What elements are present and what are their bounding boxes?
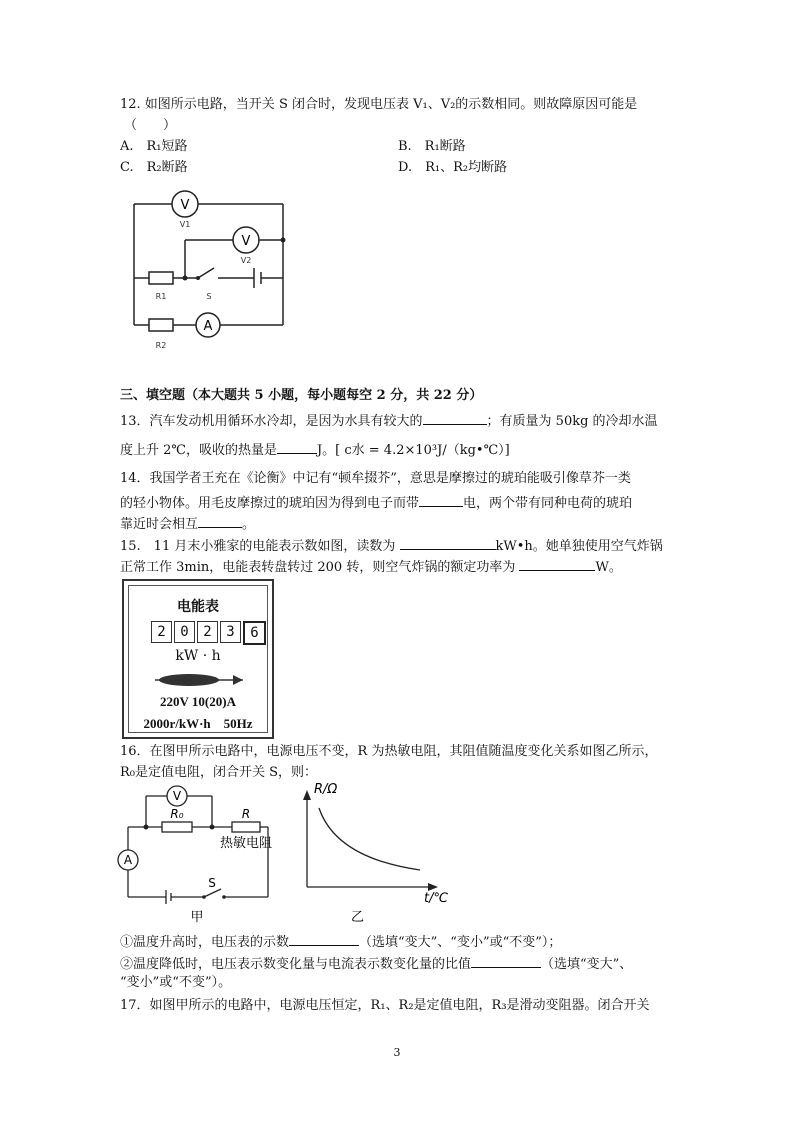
q14-text-a: 的轻小物体。用毛皮摩擦过的琥珀因为得到电子而带	[120, 496, 420, 511]
fig-a-r0-label: R₀	[170, 807, 184, 821]
q16-blank-1[interactable]	[289, 931, 359, 946]
r2-label: R2	[155, 341, 167, 350]
q16-blank-2[interactable]	[471, 953, 541, 968]
resistance-curve	[319, 808, 420, 870]
q14-text-d: 。	[242, 517, 256, 532]
meter-spec-1: 220V 10(20)A	[160, 694, 236, 709]
q15-text-a: 15. 11 月末小雅家的电能表示数如图，读数为	[120, 539, 396, 554]
s-label: S	[206, 292, 212, 301]
q12-option-c: C. R₂断路	[120, 160, 188, 175]
q16-sub1-text-b: （选填“变大”、“变小”或“不变”）；	[359, 935, 562, 950]
fig-a-thermistor-label: 热敏电阻	[219, 836, 273, 851]
q12-option-b: B. R₁断路	[398, 139, 466, 154]
v2-symbol-label: V	[241, 234, 251, 249]
q13-text-a: 13．汽车发动机用循环水冷却，是因为水具有较大的	[120, 414, 423, 429]
meter-digit: 0	[174, 621, 195, 643]
q14-text-b: 电，两个带有同种电荷的琥珀	[463, 496, 633, 511]
q13-text-c: 度上升 2℃，吸收的热量是	[120, 443, 277, 458]
q12-answer-paren: （ ）	[124, 118, 177, 133]
y-axis-arrow-icon	[303, 790, 311, 800]
section-heading: 三、填空题（本大题共 5 小题，每小题每空 2 分，共 22 分）	[120, 388, 483, 403]
meter-digit: 3	[220, 621, 241, 643]
q12-option-a: A. R₁短路	[120, 139, 188, 154]
fig-a-v-label: V	[172, 789, 182, 803]
q12-stem: 12. 如图所示电路，当开关 S 闭合时，发现电压表 V₁、V₂的示数相同。则故障原因可能是	[120, 97, 638, 112]
q16-sub2-text-b: （选填“变大”、	[541, 957, 633, 972]
v1-label: V1	[179, 220, 191, 229]
q15-text-d: W。	[595, 560, 622, 575]
fig-b-y-label: R/Ω	[314, 782, 338, 797]
q13-text-d: J。[ c水 = 4.2×10³J/（kg•℃）]	[316, 443, 510, 458]
page-number: 3	[393, 1046, 401, 1059]
q14-text-c: 靠近时会相互	[120, 517, 199, 532]
meter-digit-decimal: 6	[243, 621, 266, 645]
meter-unit: kW · h	[175, 648, 221, 664]
fig-a-caption: 甲	[190, 910, 204, 925]
meter-digit: 2	[197, 621, 218, 643]
q16-sub2	[120, 953, 632, 974]
q17-line1: 17．如图甲所示的电路中，电源电压恒定，R₁、R₂是定值电阻，R₃是滑动变阻器。闭合开关	[120, 998, 650, 1013]
q14-line1: 14．我国学者王充在《论衡》中记有“顿牟掇芥”，意思是摩擦过的琥珀能吸引像草芥一类	[120, 471, 631, 486]
q12-option-d: D. R₁、R₂均断路	[398, 160, 508, 175]
ammeter-symbol-label: A	[203, 319, 213, 334]
q15-text-c: 正常工作 3min，电能表转盘转过 200 转，则空气炸锅的额定功率为	[120, 560, 516, 575]
q16-sub2-cont: “变小”或“不变”）。	[120, 975, 232, 990]
q16-sub1	[120, 931, 561, 952]
fig-a-r-label: R	[241, 807, 251, 821]
x-axis-arrow-icon	[428, 883, 438, 891]
q15-text-b: kW•h。她单独使用空气炸锅	[495, 539, 663, 554]
meter-digit: 2	[151, 621, 172, 643]
fig-a-a-label: A	[123, 853, 133, 867]
meter-title: 电能表	[177, 599, 219, 615]
v1-symbol-label: V	[180, 198, 190, 213]
meter-spec-2: 2000r/kW·h 50Hz	[143, 716, 253, 731]
v2-label: V2	[240, 256, 252, 265]
fig-a-s-label: S	[208, 876, 216, 890]
q16-line2: R₀是定值电阻，闭合开关 S，则：	[120, 765, 318, 780]
q16-sub1-text-a: ①温度升高时，电压表的示数	[120, 935, 290, 950]
r1-label: R1	[155, 292, 167, 301]
fig-b-x-label: t/℃	[424, 891, 449, 906]
q13-text-b: ；有质量为 50kg 的冷却水温	[486, 414, 658, 429]
fig-b-caption: 乙	[351, 910, 365, 925]
q16-sub2-text-a: ②温度降低时，电压表示数变化量与电流表示数变化量的比值	[120, 957, 472, 972]
q16-line1: 16．在图甲所示电路中，电源电压不变，R 为热敏电阻，其阻值随温度变化关系如图乙所示，	[120, 744, 658, 759]
